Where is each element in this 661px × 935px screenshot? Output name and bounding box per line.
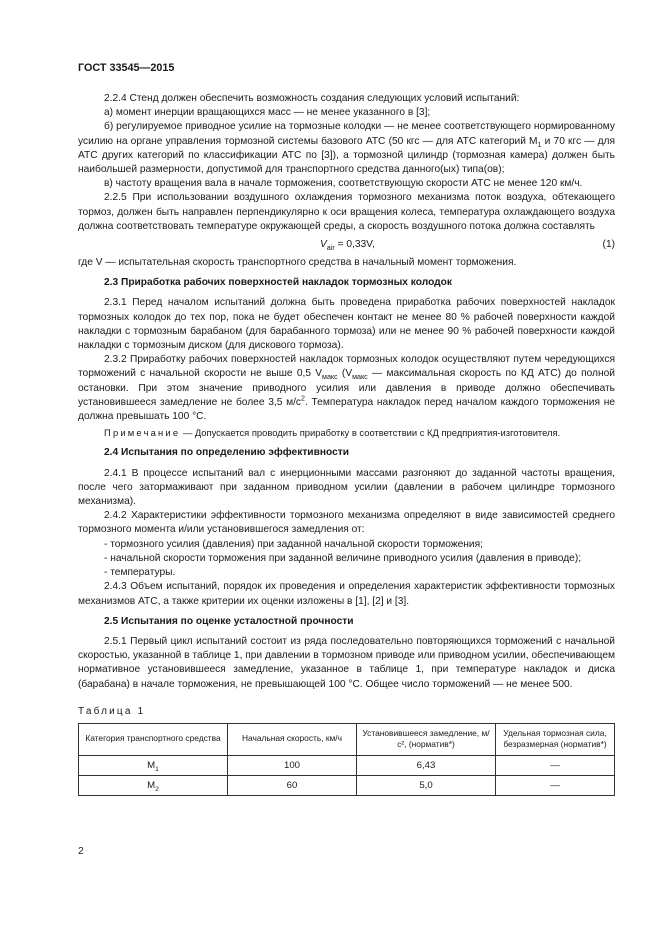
paragraph-2-2-5: 2.2.5 При использовании воздушного охлаждения тормозного механизма поток воздуха, обтекающего тормоз, должен быть направлен перпендикулярно к оси вращения колеса, температура охлаждающего воздуха должна соответствовать температуре окружающей среды, а скорость воздушного потока должна составлять [78, 192, 615, 232]
table-cell-braking-force: — [496, 775, 615, 795]
paragraph-2-3-1: 2.3.1 Перед началом испытаний должна быть проведена приработка рабочих поверхностей накладок тормозных колодок до тех пор, пока не будет обеспечен контакт не менее 80 % рабочей поверхности каждой накладки с тормозным барабаном (для барабанного тормоза) или не менее 90 % рабочей поверхности каждой накладки с тормозным диском (для дискового тормоза). [78, 297, 615, 352]
paragraph-2-3-2: 2.3.2 Приработку рабочих поверхностей накладок тормозных колодок осуществляют путем чередующихся торможений с начальной скорости не выше 0,5 $V_{макс}$ ($V_{макс}$ — максимальная скорость по КД АТС) до полной остановки. При этом значение приводного усилия или давления в приводе должно обеспечивать установившееся замедление не более 3,5 $м/с^2$. Температура накладок перед началом каждого торможения не должна превышать 100 °C. [78, 354, 615, 423]
table-header-cell: Установившееся замедление, м/с², (норматив*) [357, 723, 496, 755]
table-row [79, 755, 615, 775]
formula-explanation: где V — испытательная скорость транспортного средства в начальный момент торможения. [78, 257, 517, 269]
table-header-cell: Начальная скорость, км/ч [228, 723, 357, 755]
section-heading-2-5: 2.5 Испытания по оценке усталостной прочности [104, 615, 354, 627]
table-header-row [79, 723, 615, 755]
formula-1 [78, 238, 615, 254]
table-cell-speed: 100 [228, 755, 357, 775]
table-cell-category: $M_2$ [79, 775, 228, 795]
table-cell-braking-force: — [496, 755, 615, 775]
list-item: - начальной скорости торможения при заданной величине приводного усилия (давления в приводе); [104, 552, 582, 564]
list-item-a: а) момент инерции вращающихся масс — не менее указанного в [3]; [104, 107, 431, 119]
table-header-cell: Категория транспортного средства [79, 723, 228, 755]
list-item: - тормозного усилия (давления) при заданной начальной скорости торможения; [104, 538, 483, 550]
document-body [78, 92, 615, 796]
table-cell-deceleration: 6,43 [357, 755, 496, 775]
section-heading-2-3: 2.3 Приработка рабочих поверхностей накладок тормозных колодок [104, 277, 452, 289]
list-item-v: в) частоту вращения вала в начале торможения, соответствующую скорости АТС не менее 120 км/ч. [104, 178, 583, 190]
table-1 [78, 723, 615, 796]
paragraph-2-5-1: 2.5.1 Первый цикл испытаний состоит из ряда последовательно повторяющихся торможений с начальной скоростью, указанной в таблице 1, при давлении в тормозном приводе или приводном усилии, обеспечивающем нормативное установившееся замедление, указанное в таблице 1, при температуре накладок и диска (барабана) в начале торможения, не превышающей 100 °C. Общее число торможений — не менее 500. [78, 635, 615, 690]
page-header-standard-code: ГОСТ 33545—2015 [78, 62, 175, 74]
page-number: 2 [78, 846, 84, 857]
formula-number: (1) [602, 239, 615, 251]
table-header-cell: Удельная тормозная сила, безразмерная (норматив*) [496, 723, 615, 755]
note: Примечание — Допускается проводить приработку в соответствии с КД предприятия-изготовителя. [104, 427, 561, 439]
paragraph-2-4-3: 2.4.3 Объем испытаний, порядок их проведения и определения характеристик эффективности тормозных механизмов АТС, а также критерии их оценки изложены в [1], [2] и [3]. [78, 581, 615, 607]
list-item-b: б) регулируемое приводное усилие на тормозные колодки — не менее соответствующего нормированному усилию на органе управления тормозной системы базового АТС (50 кгс — для АТС категорий $М_1$ и 70 кгс — для АТС других категорий по классификации АТС по [3]), а тормозной цилиндр (тормозная камера) должен быть наибольшей размерности, допустимой для транспортного средства данного(ых) типа(ов); [78, 121, 615, 176]
paragraph-2-2-4: 2.2.4 Стенд должен обеспечить возможность создания следующих условий испытаний: [104, 93, 520, 104]
formula-expression: $V_{air} = 0,33V$, [320, 239, 375, 253]
table-row [79, 775, 615, 795]
table-cell-speed: 60 [228, 775, 357, 795]
paragraph-2-4-2: 2.4.2 Характеристики эффективности тормозного механизма определяют в виде зависимостей среднего тормозного момента и/или установившегося замедления от: [78, 510, 615, 536]
table-cell-deceleration: 5,0 [357, 775, 496, 795]
paragraph-2-4-1: 2.4.1 В процессе испытаний вал с инерционными массами разгоняют до заданной частоты вращения, после чего затормаживают при заданном приводном усилии (давлении в рабочем цилиндре тормозного механизма). [78, 467, 615, 508]
table-caption: Таблица 1 [78, 705, 146, 717]
section-heading-2-4: 2.4 Испытания по определению эффективности [104, 447, 349, 459]
list-item: - температуры. [104, 567, 176, 579]
table-cell-category: $M_1$ [79, 755, 228, 775]
